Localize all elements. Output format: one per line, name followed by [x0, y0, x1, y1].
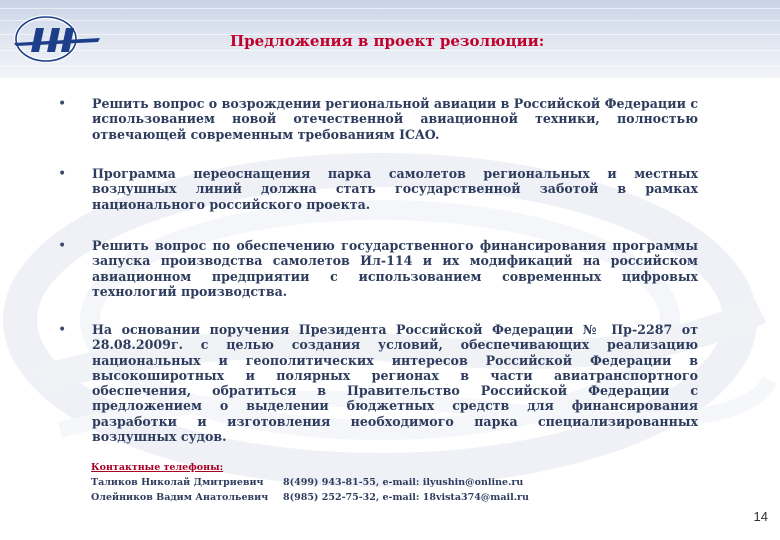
list-item [58, 96, 698, 142]
list-item [58, 238, 698, 299]
page-number: 14 [753, 509, 768, 524]
bullet: • [58, 166, 67, 182]
list-item-text: Программа переоснащения парка самолетов региональных и местных воздушных линий должна стать государственной заботой в рамках национального российского проекта. [92, 166, 698, 212]
contact-name: Олейников Вадим Анатольевич [91, 492, 269, 503]
bullet: • [58, 96, 67, 112]
bullet: • [58, 238, 67, 254]
contact-details: 8(985) 252-75-32, e-mail: 18vista374@mail.ru [283, 492, 529, 503]
bullet: • [58, 322, 67, 338]
contacts-heading: Контактные телефоны: [91, 462, 224, 473]
contact-row [91, 475, 611, 490]
list-item-text: На основании поручения Президента Российской Федерации № Пр-2287 от 28.08.2009г. с целью создания условий, обеспечивающих реализацию национальных и геополитических интересов Российской Федерации в высокоширотных и полярных регионах в части авиатранспортного обеспечения, обратиться в Правительство Российской Федерации с предложением о выделении бюджетных средств для финансирования разработки и изготовления необходимого парка специализированных воздушных судов. [92, 322, 698, 445]
contact-row [91, 490, 611, 505]
contact-details: 8(499) 943-81-55, e-mail: ilyushin@online.ru [283, 477, 524, 488]
page-title: Предложения в проект резолюции: [230, 32, 545, 50]
list-item [58, 322, 698, 444]
contact-info [91, 460, 611, 505]
list-item-text: Решить вопрос о возрождении региональной авиации в Российской Федерации с использованием новой отечественной авиационной техники, полностью отвечающей современным требованиям ICAO. [92, 96, 698, 142]
contact-name: Таликов Николай Дмитриевич [91, 477, 264, 488]
list-item [58, 166, 698, 212]
list-item-text: Решить вопрос по обеспечению государственного финансирования программы запуска производства самолетов Ил-114 и их модификаций на российском авиационном предприятии с использованием современных цифровых технологий производства. [92, 238, 698, 299]
